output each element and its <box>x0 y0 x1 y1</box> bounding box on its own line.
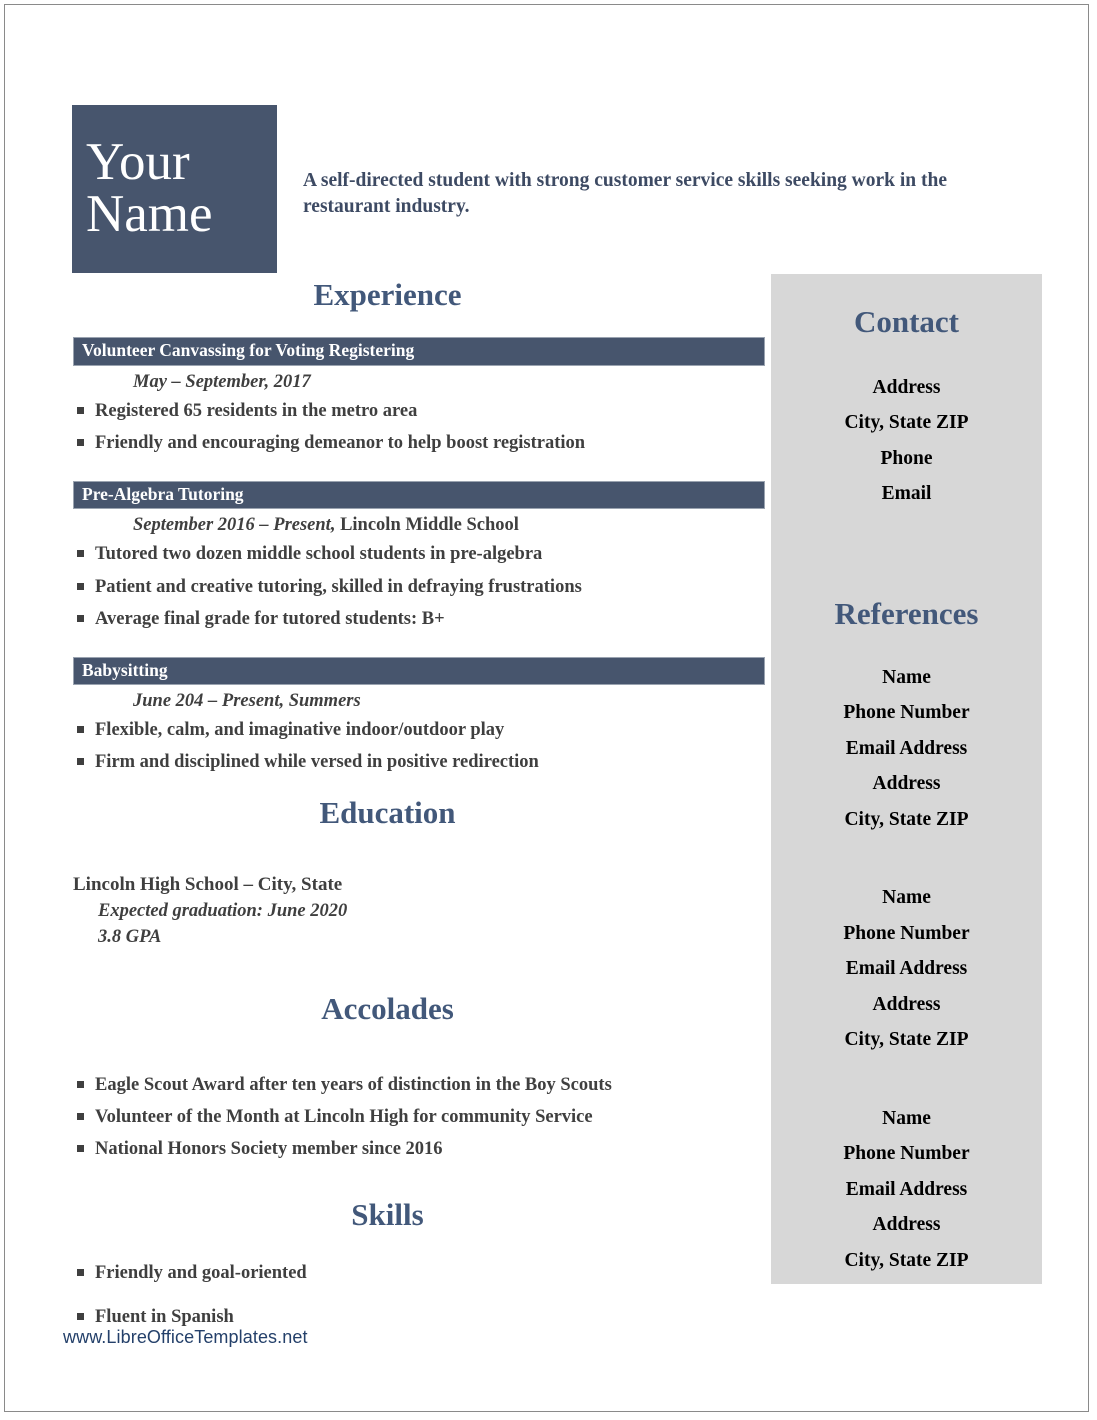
list-item: Tutored two dozen middle school students in pre-algebra <box>95 538 770 570</box>
resume-page <box>4 4 1089 1412</box>
job-bullet-list <box>5 395 770 459</box>
main-column <box>5 277 770 1333</box>
reference-entry <box>771 660 1042 837</box>
list-item: Volunteer of the Month at Lincoln High for community Service <box>95 1101 770 1133</box>
contact-city-state-zip: City, State ZIP <box>844 412 969 434</box>
reference-address: Address <box>872 773 941 795</box>
name-block <box>72 105 277 273</box>
education-graduation: Expected graduation: June 2020 <box>98 901 348 922</box>
contact-phone: Phone <box>880 447 933 469</box>
reference-city-state-zip: City, State ZIP <box>844 808 969 830</box>
name-line-last: Name <box>86 185 213 243</box>
header-tagline: A self-directed student with strong customer service skills seeking work in the restaurant industry. <box>303 170 948 218</box>
job-title-bar: Volunteer Canvassing for Voting Registering <box>73 337 765 366</box>
list-item: Average final grade for tutored students: B+ <box>95 603 770 635</box>
job-title-bar: Babysitting <box>73 657 765 686</box>
reference-email: Email Address <box>845 1178 968 1200</box>
sidebar <box>771 274 1042 1284</box>
reference-phone: Phone Number <box>843 702 970 724</box>
education-gpa: 3.8 GPA <box>98 927 162 948</box>
list-item: Friendly and goal-oriented <box>95 1257 770 1301</box>
reference-name: Name <box>882 887 931 909</box>
experience-entry <box>5 337 770 459</box>
list-item: Eagle Scout Award after ten years of distinction in the Boy Scouts <box>95 1069 770 1101</box>
list-item: Firm and disciplined while versed in positive redirection <box>95 746 770 778</box>
job-title-bar: Pre-Algebra Tutoring <box>73 481 765 510</box>
list-item: Flexible, calm, and imaginative indoor/outdoor play <box>95 714 770 746</box>
accolades-list <box>5 1069 770 1165</box>
job-date <box>133 691 770 712</box>
experience-entry <box>5 481 770 635</box>
reference-name: Name <box>882 666 931 688</box>
reference-entry <box>771 1101 1042 1278</box>
reference-entry <box>771 880 1042 1057</box>
resume-header <box>5 5 1088 243</box>
list-item: Patient and creative tutoring, skilled in defraying frustrations <box>95 571 770 603</box>
list-item: Registered 65 residents in the metro area <box>95 395 770 427</box>
reference-city-state-zip: City, State ZIP <box>844 1249 969 1271</box>
experience-entry <box>5 657 770 779</box>
list-item: Friendly and encouraging demeanor to help boost registration <box>95 427 770 459</box>
reference-name: Name <box>882 1107 931 1129</box>
name-line-first: Your <box>86 133 190 192</box>
education-school: Lincoln High School – City, State <box>73 873 343 895</box>
contact-email: Email <box>881 483 932 505</box>
footer-website-url[interactable]: www.LibreOfficeTemplates.net <box>63 1327 308 1347</box>
reference-phone: Phone Number <box>843 1143 970 1165</box>
reference-address: Address <box>872 1214 941 1236</box>
job-date <box>133 372 770 393</box>
list-item: National Honors Society member since 2016 <box>95 1133 770 1165</box>
list-item: Fluent in Spanish <box>95 1301 770 1333</box>
job-date-range: June 204 – Present, Summers <box>133 691 361 712</box>
job-org: Lincoln Middle School <box>335 515 519 536</box>
section-heading-accolades: Accolades <box>321 990 454 1026</box>
reference-email: Email Address <box>845 737 968 759</box>
sidebar-heading-references: References <box>834 595 979 631</box>
job-date-range: September 2016 – Present, <box>133 515 336 536</box>
reference-city-state-zip: City, State ZIP <box>844 1029 969 1051</box>
section-heading-experience: Experience <box>313 277 462 312</box>
section-heading-skills: Skills <box>351 1196 424 1232</box>
reference-email: Email Address <box>845 958 968 980</box>
reference-phone: Phone Number <box>843 922 970 944</box>
reference-address: Address <box>872 993 941 1015</box>
contact-address: Address <box>872 377 941 398</box>
section-heading-education: Education <box>319 794 456 830</box>
job-date <box>133 515 770 536</box>
job-date-range: May – September, 2017 <box>133 371 311 392</box>
job-bullet-list <box>5 538 770 634</box>
skills-list <box>5 1257 770 1333</box>
education-entry <box>73 871 770 951</box>
sidebar-heading-contact: Contact <box>853 304 960 339</box>
job-bullet-list <box>5 714 770 778</box>
